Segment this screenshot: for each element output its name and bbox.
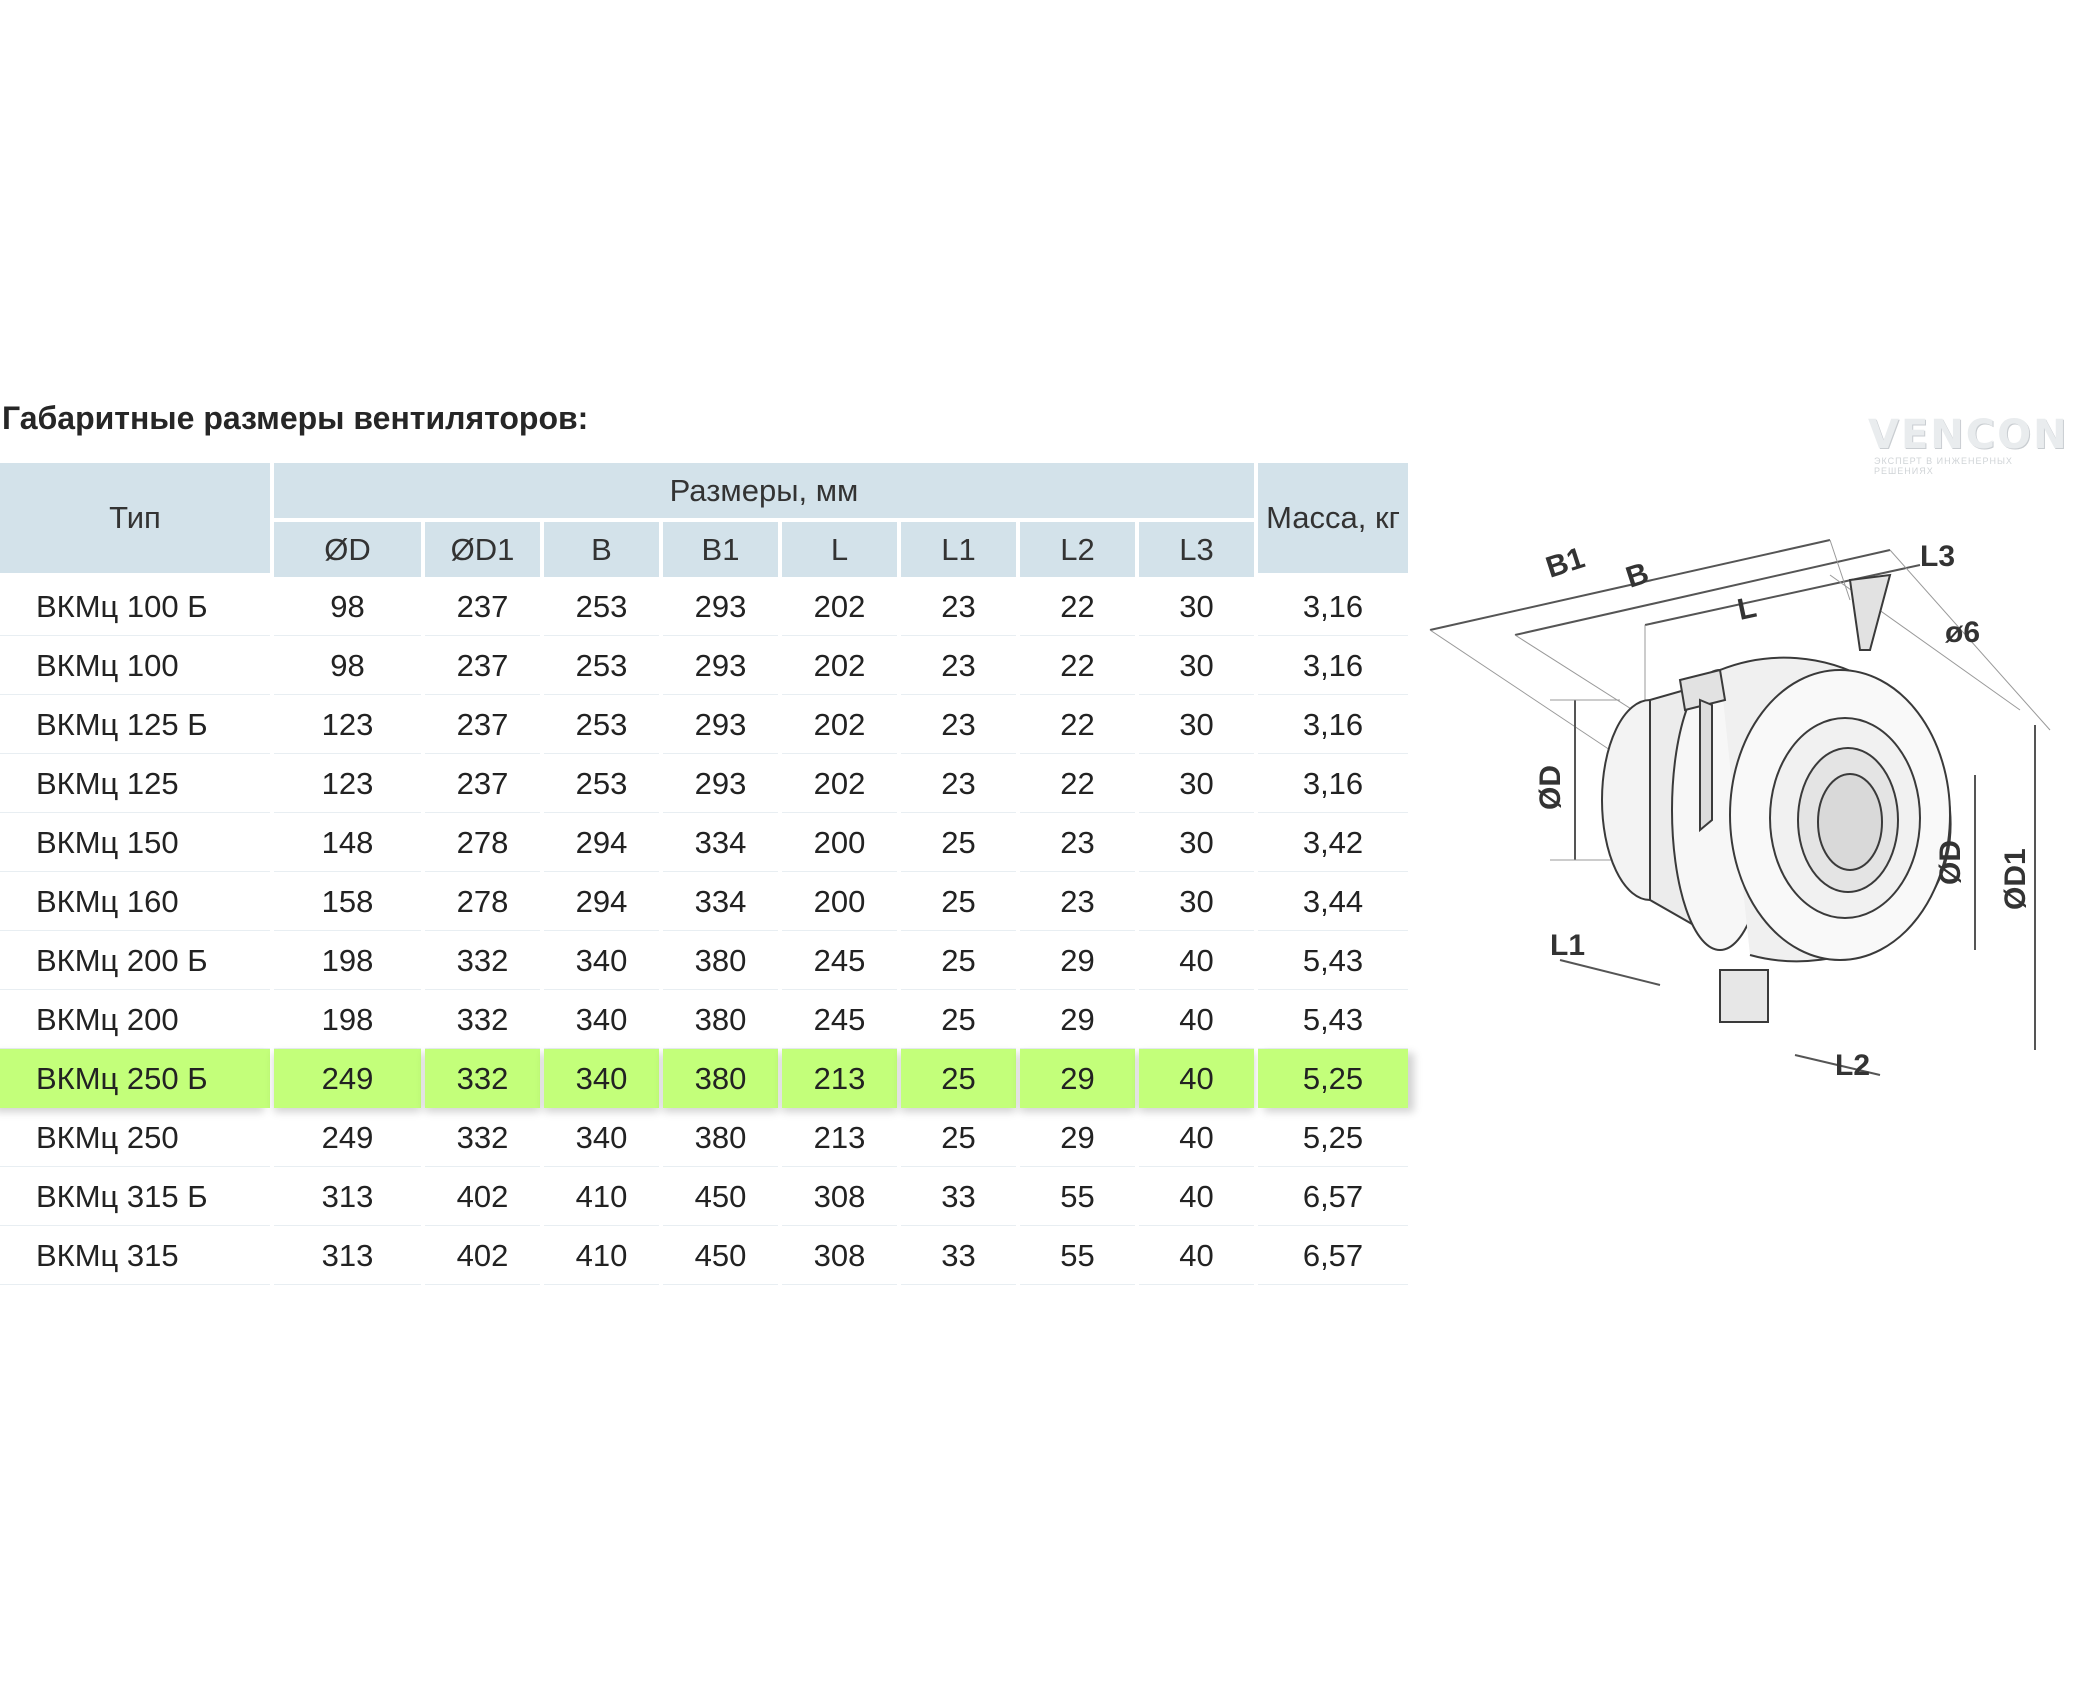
value-cell: 332: [425, 1108, 540, 1167]
value-cell: 245: [782, 990, 897, 1049]
dimensions-table: [0, 463, 1412, 1285]
value-cell: 25: [901, 872, 1016, 931]
value-cell: 402: [425, 1226, 540, 1285]
value-cell: 237: [425, 636, 540, 695]
value-cell: 293: [663, 577, 778, 636]
value-cell: 249: [274, 1049, 421, 1108]
value-cell: 30: [1139, 872, 1254, 931]
type-cell: ВКМц 250 Б: [0, 1049, 270, 1108]
value-cell: 30: [1139, 577, 1254, 636]
value-cell: 23: [901, 695, 1016, 754]
value-cell: 23: [901, 577, 1016, 636]
value-cell: 253: [544, 577, 659, 636]
value-cell: 40: [1139, 1226, 1254, 1285]
value-cell: 25: [901, 1108, 1016, 1167]
value-cell: 332: [425, 931, 540, 990]
type-cell: ВКМц 150: [0, 813, 270, 872]
value-cell: 25: [901, 813, 1016, 872]
value-cell: 29: [1020, 1108, 1135, 1167]
value-cell: 23: [1020, 872, 1135, 931]
value-cell: 25: [901, 990, 1016, 1049]
mass-cell: 3,16: [1258, 577, 1408, 636]
value-cell: 253: [544, 636, 659, 695]
table-row: [0, 1167, 1408, 1226]
column-header-d1: ØD1: [425, 522, 540, 577]
label-b: B: [1621, 556, 1653, 595]
value-cell: 98: [274, 636, 421, 695]
fan-body: [1602, 575, 1951, 1022]
type-cell: ВКМц 315: [0, 1226, 270, 1285]
value-cell: 410: [544, 1226, 659, 1285]
value-cell: 253: [544, 695, 659, 754]
value-cell: 237: [425, 695, 540, 754]
value-cell: 313: [274, 1226, 421, 1285]
type-cell: ВКМц 200 Б: [0, 931, 270, 990]
label-b1: B1: [1541, 541, 1589, 585]
value-cell: 200: [782, 872, 897, 931]
type-cell: ВКМц 200: [0, 990, 270, 1049]
table-row: [0, 1108, 1408, 1167]
value-cell: 202: [782, 754, 897, 813]
value-cell: 332: [425, 990, 540, 1049]
value-cell: 158: [274, 872, 421, 931]
value-cell: 23: [1020, 813, 1135, 872]
type-cell: ВКМц 100 Б: [0, 577, 270, 636]
value-cell: 40: [1139, 990, 1254, 1049]
value-cell: 380: [663, 1049, 778, 1108]
value-cell: 308: [782, 1167, 897, 1226]
table-row: [0, 754, 1408, 813]
value-cell: 22: [1020, 636, 1135, 695]
value-cell: 293: [663, 636, 778, 695]
mass-cell: 5,25: [1258, 1108, 1408, 1167]
value-cell: 29: [1020, 990, 1135, 1049]
label-l: L: [1734, 590, 1760, 627]
value-cell: 30: [1139, 695, 1254, 754]
table-row: [0, 695, 1408, 754]
value-cell: 245: [782, 931, 897, 990]
mass-column-header: Масса, кг: [1258, 463, 1408, 577]
value-cell: 380: [663, 931, 778, 990]
column-header-d: ØD: [274, 522, 421, 577]
column-header-l2: L2: [1020, 522, 1135, 577]
type-cell: ВКМц 250: [0, 1108, 270, 1167]
label-d1: ØD1: [1999, 848, 2032, 910]
value-cell: 237: [425, 754, 540, 813]
value-cell: 55: [1020, 1167, 1135, 1226]
l1-dimension-line: [1560, 960, 1660, 985]
label-l2: L2: [1835, 1049, 1871, 1082]
value-cell: 23: [901, 636, 1016, 695]
value-cell: 202: [782, 577, 897, 636]
value-cell: 293: [663, 695, 778, 754]
value-cell: 294: [544, 813, 659, 872]
type-cell: ВКМц 125 Б: [0, 695, 270, 754]
value-cell: 98: [274, 577, 421, 636]
mass-cell: 5,25: [1258, 1049, 1408, 1108]
logo-tagline: ЭКСПЕРТ В ИНЖЕНЕРНЫХ РЕШЕНИЯХ: [1874, 456, 2013, 476]
mass-cell: 6,57: [1258, 1226, 1408, 1285]
value-cell: 237: [425, 577, 540, 636]
type-cell: ВКМц 315 Б: [0, 1167, 270, 1226]
table-row: [0, 813, 1408, 872]
value-cell: 148: [274, 813, 421, 872]
value-cell: 278: [425, 813, 540, 872]
column-header-b1: B1: [663, 522, 778, 577]
value-cell: 213: [782, 1049, 897, 1108]
logo-wordmark: VENCON: [1868, 412, 2069, 458]
table-row: [0, 872, 1408, 931]
type-cell: ВКМц 160: [0, 872, 270, 931]
table-row: [0, 1049, 1408, 1108]
value-cell: 198: [274, 990, 421, 1049]
value-cell: 25: [901, 1049, 1016, 1108]
value-cell: 340: [544, 1108, 659, 1167]
value-cell: 40: [1139, 1167, 1254, 1226]
value-cell: 33: [901, 1226, 1016, 1285]
value-cell: 249: [274, 1108, 421, 1167]
value-cell: 278: [425, 872, 540, 931]
value-cell: 334: [663, 813, 778, 872]
table-row: [0, 1226, 1408, 1285]
value-cell: 332: [425, 1049, 540, 1108]
column-header-l3: L3: [1139, 522, 1254, 577]
mass-cell: 3,42: [1258, 813, 1408, 872]
value-cell: 294: [544, 872, 659, 931]
value-cell: 340: [544, 931, 659, 990]
value-cell: 40: [1139, 1108, 1254, 1167]
dimensions-group-header: Размеры, мм: [274, 463, 1254, 522]
value-cell: 380: [663, 1108, 778, 1167]
value-cell: 40: [1139, 931, 1254, 990]
label-l3: L3: [1920, 540, 1956, 573]
value-cell: 30: [1139, 636, 1254, 695]
mass-cell: 3,16: [1258, 754, 1408, 813]
mass-cell: 3,44: [1258, 872, 1408, 931]
value-cell: 33: [901, 1167, 1016, 1226]
value-cell: 308: [782, 1226, 897, 1285]
column-header-l: L: [782, 522, 897, 577]
value-cell: 40: [1139, 1049, 1254, 1108]
label-d-left: ØD: [1534, 765, 1567, 810]
value-cell: 380: [663, 990, 778, 1049]
page-title: Габаритные размеры вентиляторов:: [2, 400, 589, 436]
value-cell: 23: [901, 754, 1016, 813]
mass-cell: 3,16: [1258, 695, 1408, 754]
value-cell: 22: [1020, 695, 1135, 754]
column-header-l1: L1: [901, 522, 1016, 577]
value-cell: 450: [663, 1167, 778, 1226]
value-cell: 340: [544, 990, 659, 1049]
label-hole: ø6: [1945, 616, 1981, 649]
mass-cell: 3,16: [1258, 636, 1408, 695]
value-cell: 410: [544, 1167, 659, 1226]
label-l1: L1: [1550, 929, 1586, 962]
value-cell: 334: [663, 872, 778, 931]
value-cell: 293: [663, 754, 778, 813]
value-cell: 29: [1020, 931, 1135, 990]
table-row: [0, 990, 1408, 1049]
mass-cell: 6,57: [1258, 1167, 1408, 1226]
value-cell: 402: [425, 1167, 540, 1226]
value-cell: 30: [1139, 754, 1254, 813]
mass-cell: 5,43: [1258, 990, 1408, 1049]
value-cell: 200: [782, 813, 897, 872]
mass-cell: 5,43: [1258, 931, 1408, 990]
value-cell: 22: [1020, 754, 1135, 813]
fan-dimension-diagram: [1420, 530, 2060, 1090]
value-cell: 29: [1020, 1049, 1135, 1108]
value-cell: 55: [1020, 1226, 1135, 1285]
table-row: [0, 577, 1408, 636]
value-cell: 123: [274, 695, 421, 754]
type-column-header: Тип: [0, 463, 270, 577]
value-cell: 123: [274, 754, 421, 813]
value-cell: 30: [1139, 813, 1254, 872]
table-body: [0, 577, 1408, 1285]
table-row: [0, 636, 1408, 695]
value-cell: 202: [782, 695, 897, 754]
value-cell: 340: [544, 1049, 659, 1108]
value-cell: 25: [901, 931, 1016, 990]
brand-logo: [1868, 412, 2069, 476]
value-cell: 22: [1020, 577, 1135, 636]
value-cell: 253: [544, 754, 659, 813]
label-d-right: ØD: [1934, 840, 1967, 885]
value-cell: 450: [663, 1226, 778, 1285]
type-cell: ВКМц 100: [0, 636, 270, 695]
value-cell: 313: [274, 1167, 421, 1226]
value-cell: 198: [274, 931, 421, 990]
table-row: [0, 931, 1408, 990]
value-cell: 202: [782, 636, 897, 695]
column-header-b: B: [544, 522, 659, 577]
value-cell: 213: [782, 1108, 897, 1167]
type-cell: ВКМц 125: [0, 754, 270, 813]
